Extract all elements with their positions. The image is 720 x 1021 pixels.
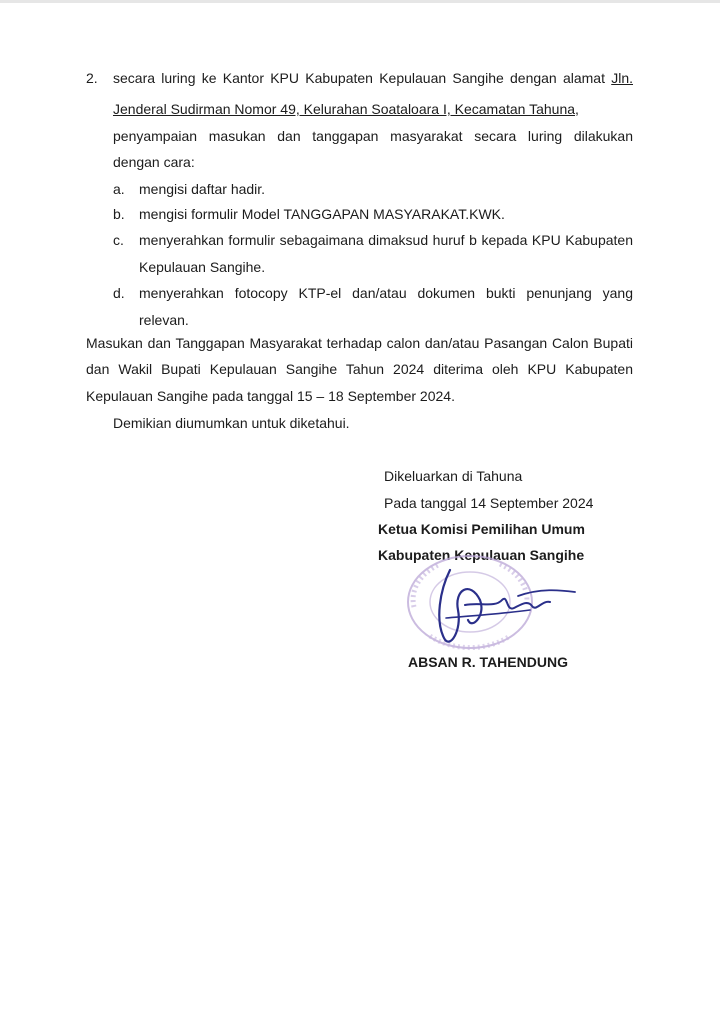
subitem-b-marker: b. xyxy=(113,206,125,222)
subitem-a-marker: a. xyxy=(113,181,125,197)
subitem-b-text: mengisi formulir Model TANGGAPAN MASYARAKAT.KWK. xyxy=(139,206,505,222)
item2-line1: secara luring ke Kantor KPU Kabupaten Kepulauan Sangihe dengan alamat Jln. xyxy=(113,70,633,86)
issued-at: Dikeluarkan di Tahuna xyxy=(384,468,523,484)
signatory-title-2: Kabupaten Kepulauan Sangihe xyxy=(378,547,585,563)
closing-text: Demikian diumumkan untuk diketahui. xyxy=(113,415,350,431)
paragraph-line3: Kepulauan Sangihe pada tanggal 15 – 18 September 2024. xyxy=(86,388,455,404)
item2-line4: dengan cara: xyxy=(113,154,195,170)
issued-date: Pada tanggal 14 September 2024 xyxy=(384,495,594,511)
subitem-c-text-cont: Kepulauan Sangihe. xyxy=(139,259,266,275)
subitem-d-text-cont: relevan. xyxy=(139,312,189,328)
top-edge xyxy=(0,0,720,3)
item2-line3: penyampaian masukan dan tanggapan masyarakat secara luring dilakukan xyxy=(113,128,633,144)
signatory-title-1: Ketua Komisi Pemilihan Umum xyxy=(378,521,585,537)
subitem-d-marker: d. xyxy=(113,285,125,301)
subitem-c-marker: c. xyxy=(113,232,124,248)
signatory-name: ABSAN R. TAHENDUNG xyxy=(408,654,568,670)
item2-line2: Jenderal Sudirman Nomor 49, Kelurahan Soataloara I, Kecamatan Tahuna, xyxy=(113,101,579,117)
subitem-d-text: menyerahkan fotocopy KTP-el dan/atau dokumen bukti penunjang yang xyxy=(139,285,633,301)
address-link-start: Jln. xyxy=(611,70,633,86)
subitem-a-text: mengisi daftar hadir. xyxy=(139,181,266,197)
address-text: Jenderal Sudirman Nomor 49, Kelurahan Soataloara I, Kecamatan Tahuna xyxy=(113,101,576,117)
handwritten-signature xyxy=(410,560,580,660)
item-number: 2. xyxy=(86,70,98,86)
paragraph-line2: dan Wakil Bupati Kepulauan Sangihe Tahun 2024 diterima oleh KPU Kabupaten xyxy=(86,361,633,377)
paragraph-line1: Masukan dan Tanggapan Masyarakat terhadap calon dan/atau Pasangan Calon Bupati xyxy=(86,335,633,351)
subitem-c-text: menyerahkan formulir sebagaimana dimaksud huruf b kepada KPU Kabupaten xyxy=(139,232,633,248)
